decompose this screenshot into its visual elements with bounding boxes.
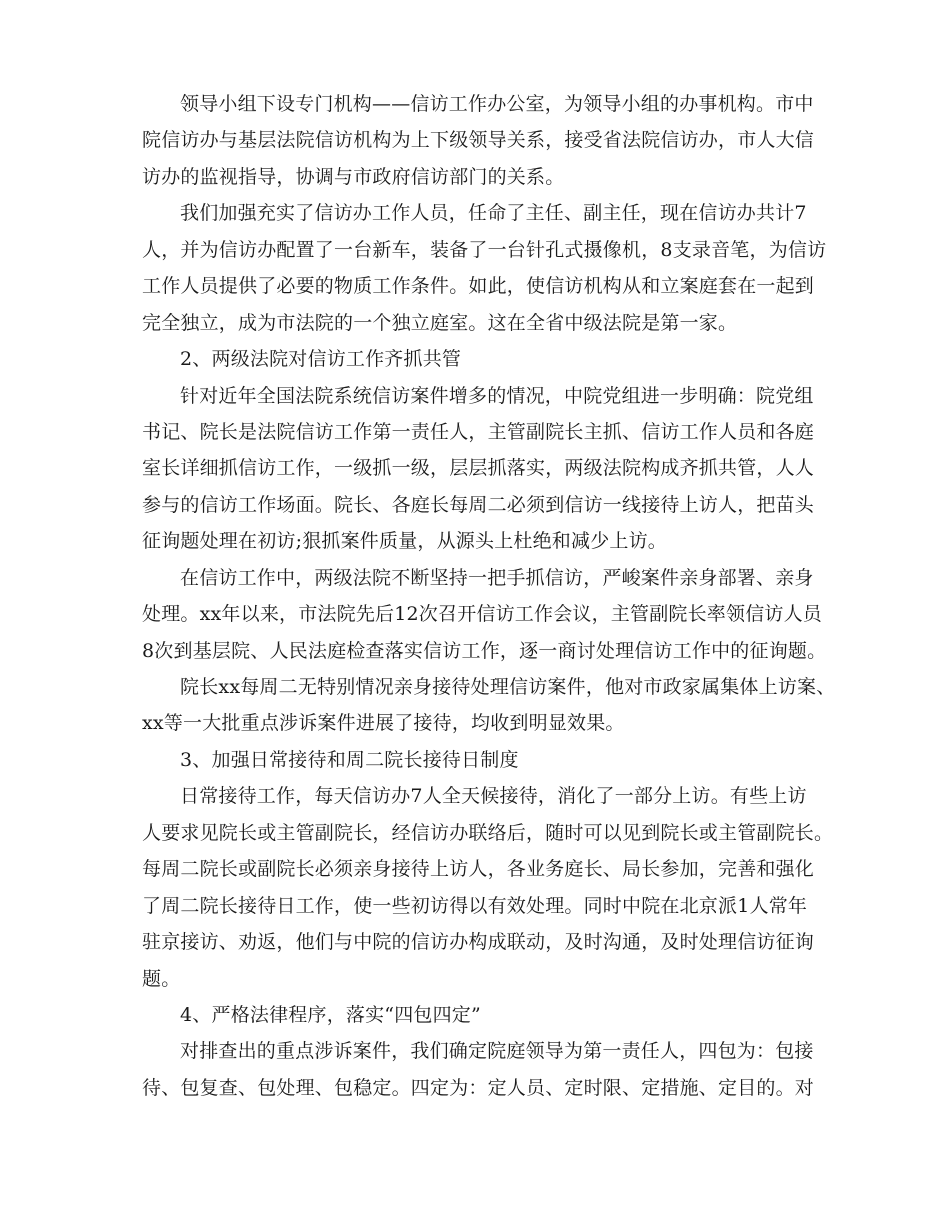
text-line: 院长xx每周二无特别情况亲身接待处理信访案件，他对市政家属集体上访案、 xyxy=(180,676,836,698)
text-line: 我们加强充实了信访办工作人员，任命了主任、副主任，现在信访办共计7 xyxy=(180,202,807,225)
text-line: 完全独立，成为市法院的一个独立庭室。这在全省中级法院是第一家。 xyxy=(142,311,738,334)
text-line: 人要求见院长或主管副院长，经信访办联络后，随时可以见到院长或主管副院长。 xyxy=(142,821,834,844)
text-line: 8次到基层院、人民法庭检查落实信访工作，逐一商讨处理信访工作中的征询题。 xyxy=(142,639,827,662)
text-line: 人，并为信访办配置了一台新车，装备了一台针孔式摄像机，8支录音笔，为信访 xyxy=(142,238,827,261)
text-line: 参与的信访工作场面。院长、各庭长每周二必须到信访一线接待上访人，把苗头 xyxy=(142,493,815,516)
text-line: 3、加强日常接待和周二院长接待日制度 xyxy=(180,748,519,771)
text-line: 待、包复查、包处理、包稳定。四定为：定人员、定时限、定措施、定目的。对 xyxy=(142,1076,815,1099)
text-line: 4、严格法律程序，落实“四包四定” xyxy=(180,1003,481,1026)
text-line: 2、两级法院对信访工作齐抓共管 xyxy=(180,348,462,371)
text-line: 工作人员提供了必要的物质工作条件。如此，使信访机构从和立案庭套在一起到 xyxy=(142,275,815,298)
text-line: 驻京接访、劝返，他们与中院的信访办构成联动，及时沟通，及时处理信访征询 xyxy=(142,931,815,954)
text-line: 处理。xx年以来，市法院先后12次召开信访工作会议，主管副院长率领信访人员 xyxy=(142,603,823,626)
text-line: 了周二院长接待日工作，使一些初访得以有效处理。同时中院在北京派1人常年 xyxy=(142,894,808,917)
text-line: 访办的监视指导，协调与市政府信访部门的关系。 xyxy=(142,165,565,188)
text-line: 每周二院长或副院长必须亲身接待上访人，各业务庭长、局长参加，完善和强化 xyxy=(142,858,815,881)
text-line: 室长详细抓信访工作，一级抓一级，层层抓落实，两级法院构成齐抓共管，人人 xyxy=(142,457,815,480)
text-line: 对排查出的重点涉诉案件，我们确定院庭领导为第一责任人，四包为：包接 xyxy=(180,1040,814,1063)
text-line: 针对近年全国法院系统信访案件增多的情况，中院党组进一步明确：院党组 xyxy=(180,384,814,407)
text-line: 日常接待工作，每天信访办7人全天候接待，消化了一部分上访。有些上访 xyxy=(180,785,807,808)
text-line: 在信访工作中，两级法院不断坚持一把手抓信访，严峻案件亲身部署、亲身 xyxy=(180,566,814,589)
text-line: 院信访办与基层法院信访机构为上下级领导关系，接受省法院信访办，市人大信 xyxy=(142,129,815,152)
text-line: 领导小组下设专门机构——信访工作办公室，为领导小组的办事机构。市中 xyxy=(180,93,814,115)
text-line: 书记、院长是法院信访工作第一责任人，主管副院长主抓、信访工作人员和各庭 xyxy=(142,420,815,443)
document-body xyxy=(142,86,836,1106)
text-line: 征询题处理在初访;狠抓案件质量，从源头上杜绝和减少上访。 xyxy=(142,530,668,553)
text-line: 题。 xyxy=(142,967,181,990)
text-line: xx等一大批重点涉诉案件进展了接待，均收到明显效果。 xyxy=(142,712,625,735)
